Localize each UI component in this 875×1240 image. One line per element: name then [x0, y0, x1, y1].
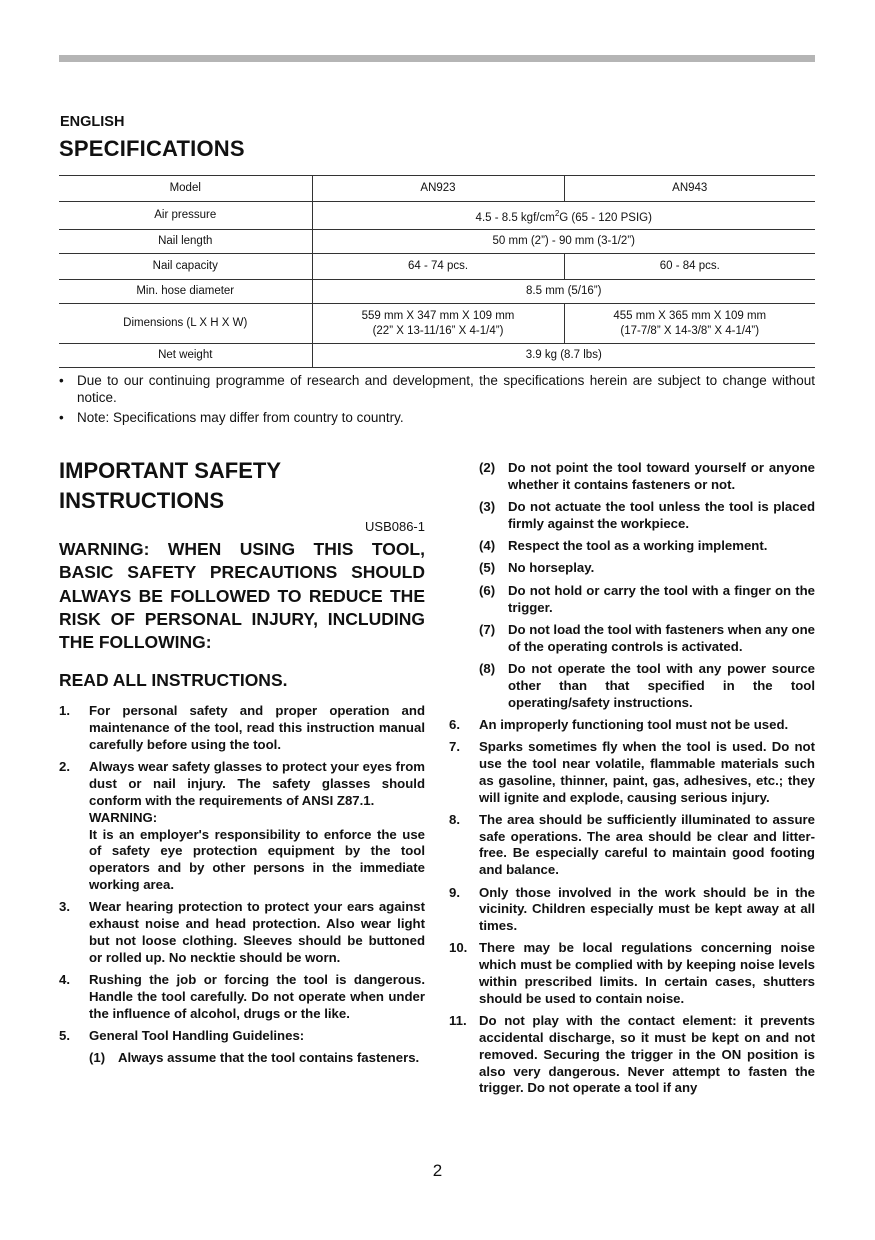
nail-capacity-an923: 64 - 74 pcs. [312, 254, 564, 280]
list-item: (1) Always assume that the tool contains fasteners. [89, 1050, 420, 1066]
dimensions-an923: 559 mm X 347 mm X 109 mm (22” X 13-11/16” X 4-1/4”) [312, 304, 564, 344]
list-item: 5. General Tool Handling Guidelines: [59, 1027, 305, 1043]
list-item: • Note: Specifications may differ from country to country. [59, 410, 404, 425]
row-label-nail-length: Nail length [59, 230, 312, 254]
left-column [59, 456, 425, 1072]
list-item: 8. The area should be sufficiently illuminated to assure safe operations. The area should be clear and litter-free. Be especially careful to maintain good footing and balance. [449, 811, 815, 878]
list-item: (2) Do not point the tool toward yourself or anyone whether it contains fasteners or not. [479, 460, 815, 492]
list-item: 9. Only those involved in the work should be in the vicinity. Children especially must be kept away at all times. [449, 884, 815, 934]
top-rule [59, 55, 815, 62]
table-row [59, 230, 815, 254]
net-weight-value: 3.9 kg (8.7 lbs) [312, 344, 815, 368]
list-item: (8) Do not operate the tool with any power source other than that specified in the tool operating/safety instructions. [479, 660, 815, 710]
list-item: 10. There may be local regulations concerning noise which must be complied with by keeping noise levels within prescribed limits. In certain cases, shutters should be used to contain noise. [449, 940, 815, 1006]
bullet-icon: • [59, 410, 64, 425]
list-item: 3. Wear hearing protection to protect your ears against exhaust noise and head protection. Also wear light but not loose clothing. Sleeves should be buttoned or rolled up. No necktie should be worn. [59, 899, 425, 965]
nail-capacity-an943: 60 - 84 pcs. [564, 254, 815, 280]
specifications-table [59, 175, 815, 368]
row-label-hose-diameter: Min. hose diameter [59, 280, 312, 304]
document-code: USB086-1 [365, 519, 425, 534]
air-pressure-value: 4.5 - 8.5 kgf/$cm^2G$ (65 - 120 PSIG) [312, 202, 815, 230]
page-number: 2 [432, 1161, 443, 1180]
row-label-nail-capacity: Nail capacity [59, 254, 312, 280]
safety-title-line1: IMPORTANT SAFETY [59, 458, 282, 483]
list-item: 2. Always wear safety glasses to protect your eyes from dust or nail injury. The safety glasses should conform with the requirements of ANSI Z87.1. WARNING: It is an employer's responsibility to enforce the use of safety eye protection equipment by the tool operators and by other persons in the immediate working area. [59, 759, 425, 892]
list-item: 6. An improperly functioning tool must not be used. [449, 716, 789, 732]
dimensions-an943: 455 mm X 365 mm X 109 mm (17-7/8” X 14-3/8” X 4-1/4”) [564, 304, 815, 344]
table-row [59, 304, 815, 344]
table-row [59, 254, 815, 280]
right-column [449, 460, 815, 1103]
list-item: (6) Do not hold or carry the tool with a finger on the trigger. [479, 582, 815, 615]
table-row [59, 176, 815, 202]
row-label-dimensions: Dimensions (L X H X W) [59, 304, 312, 344]
warning-heading: WARNING: WHEN USING THIS TOOL, BASIC SAFETY PRECAUTIONS SHOULD ALWAYS BE FOLLOWED TO REDUCE THE RISK OF PERSONAL INJURY, INCLUDING THE FOLLOWING: [59, 539, 425, 653]
list-item: (4) Respect the tool as a working implement. [479, 538, 768, 554]
list-item: 11. Do not play with the contact element: it prevents accidental discharge, so it must be kept on and not removed. Securing the trigger in the ON position is also very dangerous. Never attempt to fasten the trigger. Do not operate a tool if any [449, 1013, 815, 1096]
list-item: • Due to our continuing programme of research and development, the specifications herein are subject to change without notice. [59, 373, 815, 405]
header-cell-an923: AN923 [312, 176, 564, 202]
list-item: 1. For personal safety and proper operation and maintenance of the tool, read this instruction manual carefully before using the tool. [59, 703, 425, 753]
list-item: (7) Do not load the tool with fasteners when any one of the operating controls is activated. [479, 621, 815, 654]
row-label-air-pressure: Air pressure [59, 202, 312, 230]
header-cell-an943: AN943 [564, 176, 815, 202]
row-label-net-weight: Net weight [59, 344, 312, 368]
list-item: (3) Do not actuate the tool unless the tool is placed firmly against the workpiece. [479, 499, 815, 531]
safety-title-line2: INSTRUCTIONS [59, 488, 224, 513]
bullet-icon: • [59, 373, 64, 388]
spec-notes [59, 373, 815, 431]
table-row [59, 344, 815, 368]
table-row [59, 202, 815, 230]
table-row [59, 280, 815, 304]
list-item: (5) No horseplay. [479, 560, 595, 576]
header-cell-model: Model [59, 176, 312, 202]
read-all-heading: READ ALL INSTRUCTIONS. [59, 670, 288, 691]
list-item: 7. Sparks sometimes fly when the tool is used. Do not use the tool near volatile, flammable materials such as gasoline, thinner, paint, gas, adhesives, etc.; they will ignite and explode, causing serious injury. [449, 739, 815, 805]
list-item: 4. Rushing the job or forcing the tool is dangerous. Handle the tool carefully. Do not operate when under the influence of alcohol, drugs or the like. [59, 971, 425, 1021]
language-label: ENGLISH [60, 114, 125, 130]
hose-diameter-value: 8.5 mm (5/16”) [312, 280, 815, 304]
nail-length-value: 50 mm (2”) - 90 mm (3-1/2”) [312, 230, 815, 254]
specifications-title: SPECIFICATIONS [59, 136, 245, 161]
